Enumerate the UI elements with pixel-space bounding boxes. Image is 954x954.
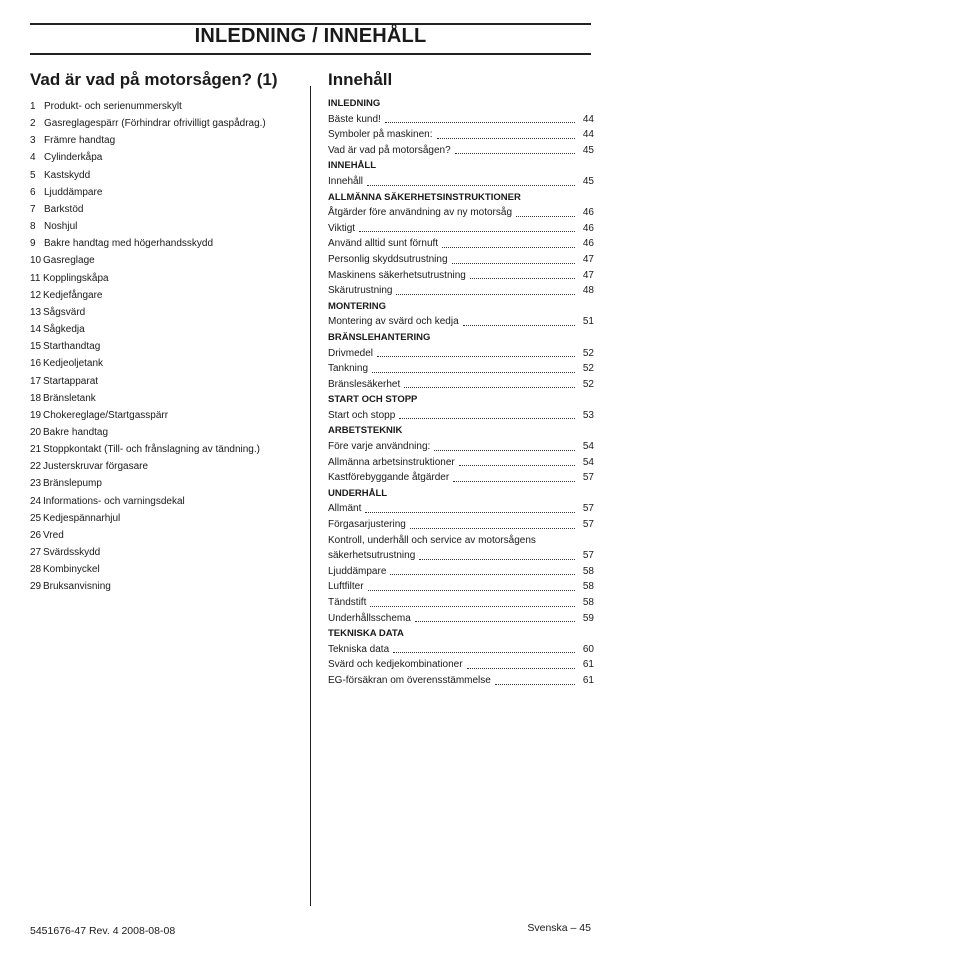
part-item [30,252,305,269]
footer-page-number: Svenska – 45 [527,922,591,934]
part-number: 9 [30,238,36,250]
page-title: INLEDNING / INNEHÅLL [194,25,427,47]
part-item [30,304,305,321]
column-divider [310,86,311,906]
part-label: Sågsvärd [43,306,86,318]
part-label: Produkt- och serienummerskylt [44,101,182,112]
toc-entry-text: Luftfilter [328,581,364,593]
toc-leader-dots [377,356,575,357]
part-item [30,201,305,218]
toc-page-number: 57 [582,550,594,562]
parts-list [30,98,305,596]
toc-page-number: 58 [582,597,594,608]
toc-section-title: ALLMÄNNA SÄKERHETSINSTRUKTIONER [328,191,521,203]
toc-leader-dots [459,465,575,466]
toc-entry[interactable] [328,143,594,159]
toc-page-number: 45 [582,144,594,156]
toc-page-number: 57 [582,503,594,515]
part-number: 17 [30,375,42,387]
toc-entry[interactable] [328,455,594,471]
toc-leader-dots [452,263,575,264]
part-number: 12 [30,289,42,301]
part-label: Sågkedja [43,324,85,336]
toc-page-number: 46 [582,207,594,219]
toc-entry-text: Symboler på maskinen: [328,129,433,141]
part-number: 11 [30,272,41,284]
toc-leader-dots [365,512,575,513]
part-number: 27 [30,547,42,559]
part-label: Bakre handtag med högerhandsskydd [44,238,214,250]
part-item [30,475,305,492]
toc-page-number: 44 [582,113,594,125]
part-number: 14 [30,324,42,336]
toc-heading: Innehåll [328,70,393,89]
part-label: Justerskruvar förgasare [43,461,149,473]
part-number: 23 [30,478,42,490]
part-item [30,132,305,149]
part-item [30,235,305,252]
toc-entry-text: Montering av svärd och kedja [328,316,459,328]
toc-page-number: 58 [582,565,594,577]
toc-entry[interactable] [328,595,594,611]
part-label: Svärdsskydd [43,547,101,559]
part-item [30,98,305,115]
part-label: Barkstöd [44,203,84,215]
toc-page-number: 45 [582,175,594,187]
toc-entry[interactable] [328,283,594,299]
toc-entry[interactable] [328,205,594,221]
part-label: Gasreglagespärr (Förhindrar ofrivilligt gaspådrag.) [44,118,266,130]
toc-page-number: 61 [582,674,594,686]
toc-entry-line [328,533,594,549]
part-label: Startapparat [43,375,99,387]
part-label: Kedjefångare [43,289,103,301]
toc-section-title: START OCH STOPP [328,394,418,406]
toc-leader-dots [463,325,575,326]
toc-entry-text: Personlig skyddsutrustning [328,253,448,265]
toc-entry[interactable] [328,673,594,689]
part-number: 20 [30,426,42,438]
toc-entry-text: Drivmedel [328,347,374,359]
part-label: Främre handtag [44,135,116,147]
toc-entry-text: Allmänt [328,503,362,515]
part-number: 6 [30,186,36,198]
part-item [30,218,305,235]
part-item [30,167,305,184]
part-number: 22 [30,461,42,473]
toc-entry[interactable] [328,346,594,362]
toc-entry[interactable] [328,221,594,237]
toc-entry-text: Kastförebyggande åtgärder [328,472,450,484]
part-number: 18 [30,392,42,404]
part-number: 1 [30,101,36,112]
part-number: 28 [30,564,42,576]
toc-entry-text: Skärutrustning [328,285,393,297]
part-item [30,407,305,424]
part-item [30,441,305,458]
toc-leader-dots [495,684,575,685]
toc-leader-dots [372,372,575,373]
toc-page-number: 48 [582,285,594,297]
part-label: Kedjespännarhjul [43,512,121,524]
toc-entry[interactable] [328,127,594,143]
toc-leader-dots [368,590,575,591]
toc-page-number: 58 [582,581,594,593]
toc-page-number: 52 [582,363,594,375]
part-number: 21 [30,444,42,456]
toc-entry[interactable] [328,657,594,673]
toc-leader-dots [393,652,575,653]
toc-entry[interactable] [328,361,594,377]
part-number: 8 [30,221,36,233]
toc-entry[interactable] [328,268,594,284]
header-bottom-rule [30,53,591,55]
toc-list [328,96,594,689]
part-label: Kastskydd [44,169,91,181]
toc-leader-dots [516,216,575,217]
part-label: Bakre handtag [43,426,109,438]
part-label: Informations- och varningsdekal [43,495,185,507]
part-label: Starthandtag [43,341,101,353]
toc-entry-text: Förgasarjustering [328,519,406,531]
toc-page-number: 57 [582,519,594,531]
toc-entry-text: Åtgärder före användning av ny motorsåg [328,207,512,219]
part-item [30,338,305,355]
part-label: Stoppkontakt (Till- och frånslagning av tändning.) [43,444,260,456]
toc-page-number: 54 [582,441,594,453]
toc-entry[interactable] [328,564,594,580]
toc-entry[interactable] [328,642,594,658]
toc-leader-dots [415,621,575,622]
part-number: 15 [30,341,42,353]
toc-entry-text: Underhållsschema [328,612,411,624]
part-label: Cylinderkåpa [44,152,103,164]
part-label: Gasreglage [43,255,95,267]
toc-entry-text: Vad är vad på motorsågen? [328,144,451,156]
toc-leader-dots [470,278,575,279]
toc-entry-text: Kontroll, underhåll och service av motorsågens [328,534,536,546]
toc-leader-dots [410,528,575,529]
toc-entry[interactable] [328,408,594,424]
toc-page-number: 46 [582,222,594,234]
part-number: 7 [30,203,36,215]
toc-entry[interactable] [328,579,594,595]
toc-section-title: INLEDNING [328,98,381,109]
part-item [30,527,305,544]
toc-leader-dots [419,559,575,560]
toc-entry-text: Bränslesäkerhet [328,378,401,390]
toc-page-number: 52 [582,347,594,359]
toc-leader-dots [404,387,575,388]
part-number: 24 [30,495,42,507]
part-item [30,578,305,595]
part-item [30,287,305,304]
part-number: 2 [30,118,36,130]
toc-entry-text: Före varje användning: [328,441,431,453]
toc-section-title: INNEHÅLL [328,160,377,172]
toc-entry[interactable] [328,314,594,330]
toc-entry[interactable] [328,174,594,190]
toc-entry-text: Ljuddämpare [328,565,387,577]
toc-entry[interactable] [328,236,594,252]
part-label: Vred [43,529,64,541]
footer-doc-id: 5451676-47 Rev. 4 2008-08-08 [30,925,176,937]
toc-leader-dots [390,574,575,575]
toc-leader-dots [442,247,575,248]
toc-entry-text: Tändstift [328,597,367,608]
part-item [30,149,305,166]
part-item [30,373,305,390]
part-number: 16 [30,358,42,370]
toc-page-number: 52 [582,378,594,390]
toc-section-title: ARBETSTEKNIK [328,425,403,437]
toc-entry-text: Bäste kund! [328,113,381,125]
part-label: Noshjul [44,221,78,233]
toc-entry-text: Start och stopp [328,409,396,421]
toc-leader-dots [399,418,575,419]
part-label: Bruksanvisning [43,581,111,593]
toc-leader-dots [396,294,575,295]
part-label: Bränslepump [43,478,102,490]
toc-entry-text: Använd alltid sunt förnuft [328,238,439,250]
toc-section-title: BRÄNSLEHANTERING [328,331,431,343]
part-item [30,321,305,338]
toc-entry-text: Innehåll [328,175,364,187]
part-number: 10 [30,255,42,267]
toc-leader-dots [455,153,575,154]
part-item [30,458,305,475]
toc-leader-dots [453,481,575,482]
part-item [30,544,305,561]
toc-entry[interactable] [328,112,594,128]
toc-leader-dots [370,606,575,607]
toc-entry[interactable] [328,501,594,517]
toc-page-number: 59 [582,612,594,624]
part-label: Kopplingskåpa [43,272,109,284]
toc-page-number: 47 [582,269,594,281]
toc-entry[interactable] [328,377,594,393]
toc-entry-text: Tekniska data [328,643,390,655]
toc-page-number: 44 [582,129,594,141]
toc-leader-dots [385,122,575,123]
part-item [30,270,305,287]
part-label: Kombinyckel [43,564,100,576]
part-number: 25 [30,512,42,524]
toc-page-number: 53 [582,409,594,421]
toc-section-title: UNDERHÅLL [328,487,388,499]
toc-entry-text: EG-försäkran om överensstämmelse [328,674,491,686]
toc-section-title: TEKNISKA DATA [328,628,404,640]
part-item [30,561,305,578]
toc-page-number: 54 [582,456,594,468]
toc-entry-text: säkerhetsutrustning [328,550,416,562]
part-label: Bränsletank [43,392,96,404]
part-number: 19 [30,409,42,421]
toc-leader-dots [434,450,575,451]
part-label: Kedjeoljetank [43,358,104,370]
table-of-contents [328,70,594,689]
toc-page-number: 47 [582,253,594,265]
toc-page-number: 60 [582,643,594,655]
part-number: 26 [30,529,42,541]
toc-page-number: 61 [582,659,594,671]
toc-entry[interactable] [328,252,594,268]
toc-entry-text: Svärd och kedjekombinationer [328,659,463,671]
toc-entry-text: Tankning [328,363,369,375]
part-number: 29 [30,581,42,593]
part-item [30,493,305,510]
toc-leader-dots [367,185,575,186]
parts-overview [30,70,305,596]
toc-section-title: MONTERING [328,300,387,312]
part-number: 3 [30,135,36,147]
part-item [30,355,305,372]
toc-entry-text: Viktigt [328,222,356,234]
part-item [30,184,305,201]
toc-entry[interactable] [328,548,594,564]
toc-entry[interactable] [328,439,594,455]
toc-entry[interactable] [328,517,594,533]
part-item [30,424,305,441]
parts-heading: Vad är vad på motorsågen? (1) [30,70,278,89]
toc-leader-dots [359,231,575,232]
toc-leader-dots [437,138,576,139]
part-label: Chokereglage/Startgasspärr [43,409,169,421]
toc-page-number: 51 [582,316,594,328]
toc-entry-text: Maskinens säkerhetsutrustning [328,269,466,281]
part-item [30,510,305,527]
part-item [30,390,305,407]
part-number: 4 [30,152,36,164]
part-label: Ljuddämpare [44,186,103,198]
toc-page-number: 57 [582,472,594,484]
toc-page-number: 46 [582,238,594,250]
part-item [30,115,305,132]
toc-entry-text: Allmänna arbetsinstruktioner [328,456,455,468]
toc-entry[interactable] [328,470,594,486]
part-number: 13 [30,306,42,318]
toc-leader-dots [467,668,575,669]
toc-entry[interactable] [328,611,594,627]
part-number: 5 [30,169,36,181]
